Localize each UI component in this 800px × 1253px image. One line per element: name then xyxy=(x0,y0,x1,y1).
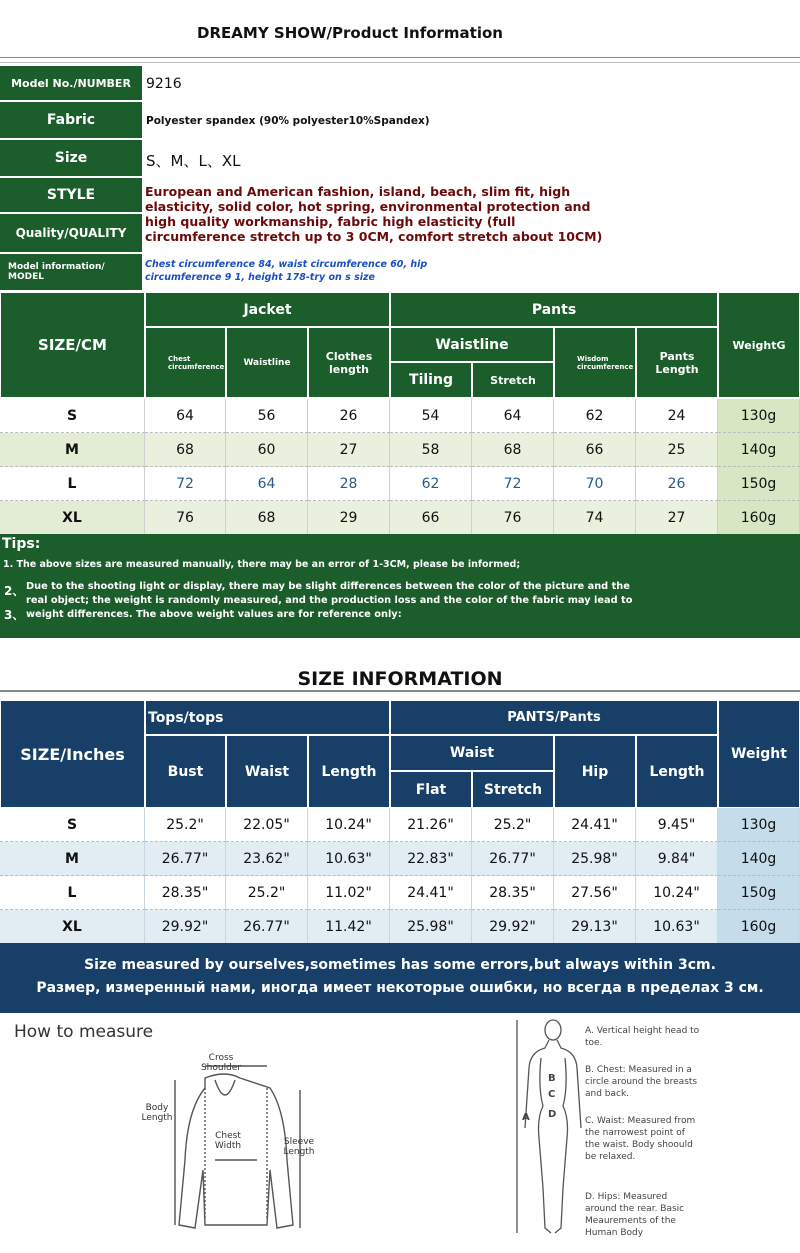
inch-size-cell: XL xyxy=(0,910,145,944)
wisdom-header: Wisdom circumference xyxy=(554,327,636,398)
stretch-header: Stretch xyxy=(472,362,554,398)
page-title: DREAMY SHOW/Product Information xyxy=(197,24,503,42)
inch-value-cell: 25.98" xyxy=(390,910,472,944)
divider xyxy=(0,57,800,58)
inch-value-cell: 25.2" xyxy=(226,876,308,910)
cm-value-cell: 66 xyxy=(554,433,636,467)
fabric-value: Polyester spandex (90% polyester10%Spandex) xyxy=(146,115,430,127)
tips-line2: Due to the shooting light or display, there may be slight differences between the color of the picture and the real object; the weight is randomly measured, and the production loss and the color of the fabric may lead to weight differences. The above weight values are for reference only: xyxy=(26,581,633,620)
cm-value-cell: 76 xyxy=(145,501,226,535)
inch-value-cell: 22.05" xyxy=(226,808,308,842)
clothes-length-header: Clothes length xyxy=(308,327,390,398)
size-label: Size xyxy=(0,140,142,178)
cm-value-cell: 76 xyxy=(472,501,554,535)
cm-size-cell: XL xyxy=(0,501,145,535)
cm-size-header: SIZE/CM xyxy=(0,292,145,398)
cm-value-cell: 54 xyxy=(390,399,472,433)
cm-value-cell: 27 xyxy=(636,501,718,535)
chest-width-label: Chest Width xyxy=(214,1131,242,1151)
inch-value-cell: 25.98" xyxy=(554,842,636,876)
inch-value-cell: 29.13" xyxy=(554,910,636,944)
cm-value-cell: 72 xyxy=(472,467,554,501)
tips-line1: 1. The above sizes are measured manually, there may be an error of 1-3CM, please be informed; xyxy=(3,559,521,570)
inch-value-cell: 9.45" xyxy=(636,808,718,842)
figure-letter-b: B xyxy=(548,1073,556,1084)
measure-d-text: D. Hips: Measured around the rear. Basic Meaurements of the Human Body xyxy=(585,1192,685,1238)
length-header: Length xyxy=(308,735,390,808)
inch-value-cell: 29.92" xyxy=(472,910,554,944)
cm-value-cell: 150g xyxy=(718,467,800,501)
inch-value-cell: 140g xyxy=(718,842,800,876)
cm-value-cell: 24 xyxy=(636,399,718,433)
cm-value-cell: 25 xyxy=(636,433,718,467)
inch-value-cell: 23.62" xyxy=(226,842,308,876)
cm-size-cell: S xyxy=(0,399,145,433)
figure-letter-c: C xyxy=(548,1089,556,1100)
inch-size-cell: M xyxy=(0,842,145,876)
measure-a-text: A. Vertical height head to toe. xyxy=(585,1026,700,1048)
cm-value-cell: 29 xyxy=(308,501,390,535)
sleeve-length-label: Sleeve Length xyxy=(283,1137,315,1157)
model-info-text: Chest circumference 84, waist circumference 60, hip circumference 9 1, height 178-try on s size xyxy=(145,259,428,283)
style-label: STYLE xyxy=(0,178,142,214)
flat-header: Flat xyxy=(390,771,472,808)
cm-value-cell: 56 xyxy=(226,399,308,433)
waistline-small-header: Waistline xyxy=(226,327,308,398)
figure-letter-d: D xyxy=(548,1109,557,1120)
cross-shoulder-label: Cross Shoulder xyxy=(200,1053,242,1073)
cm-value-cell: 130g xyxy=(718,399,800,433)
cm-value-cell: 68 xyxy=(472,433,554,467)
inch-size-cell: L xyxy=(0,876,145,910)
cm-value-cell: 66 xyxy=(390,501,472,535)
tiling-header: Tiling xyxy=(390,362,472,398)
weight-header: WeightG xyxy=(718,292,800,398)
pants-length-inch-header: Length xyxy=(636,735,718,808)
jacket-header: Jacket xyxy=(145,292,390,327)
inch-value-cell: 10.24" xyxy=(636,876,718,910)
waist-header: Waist xyxy=(226,735,308,808)
quality-label: Quality/QUALITY xyxy=(0,214,142,254)
how-to-measure-title: How to measure xyxy=(14,1022,154,1042)
weight-inch-header: Weight xyxy=(718,700,800,808)
pants-header: Pants xyxy=(390,292,718,327)
cm-value-cell: 26 xyxy=(636,467,718,501)
fabric-label: Fabric xyxy=(0,102,142,140)
cm-value-cell: 28 xyxy=(308,467,390,501)
inch-value-cell: 22.83" xyxy=(390,842,472,876)
inch-value-cell: 10.63" xyxy=(636,910,718,944)
inch-value-cell: 24.41" xyxy=(554,808,636,842)
inch-value-cell: 25.2" xyxy=(472,808,554,842)
inch-value-cell: 10.63" xyxy=(308,842,390,876)
inch-value-cell: 26.77" xyxy=(145,842,226,876)
cm-value-cell: 64 xyxy=(226,467,308,501)
inch-value-cell: 9.84" xyxy=(636,842,718,876)
model-label: Model No./NUMBER xyxy=(0,66,142,102)
style-quality-text: European and American fashion, island, beach, slim fit, high elasticity, solid color, hot spring, environmental protection and high quality workmanship, fabric high elasticity (full circumference stretch up to 3 0CM, comfort stretch about 10CM) xyxy=(145,184,603,244)
inch-value-cell: 28.35" xyxy=(472,876,554,910)
inch-value-cell: 29.92" xyxy=(145,910,226,944)
inch-value-cell: 26.77" xyxy=(472,842,554,876)
inch-value-cell: 130g xyxy=(718,808,800,842)
pants-inch-header: PANTS/Pants xyxy=(390,700,718,735)
cm-value-cell: 64 xyxy=(145,399,226,433)
inch-value-cell: 10.24" xyxy=(308,808,390,842)
cm-value-cell: 68 xyxy=(226,501,308,535)
hip-header: Hip xyxy=(554,735,636,808)
inch-value-cell: 24.41" xyxy=(390,876,472,910)
cm-value-cell: 64 xyxy=(472,399,554,433)
size-value: S、M、L、XL xyxy=(146,152,241,170)
waistline-header: Waistline xyxy=(390,327,554,362)
body-figure xyxy=(505,1018,590,1248)
tips-num2: 2、 xyxy=(4,584,25,598)
divider xyxy=(0,690,800,692)
cm-value-cell: 74 xyxy=(554,501,636,535)
cm-value-cell: 27 xyxy=(308,433,390,467)
cm-value-cell: 140g xyxy=(718,433,800,467)
tips-num3: 3、 xyxy=(4,608,25,622)
measure-note xyxy=(0,943,800,1013)
pants-length-header: Pants Length xyxy=(636,327,718,398)
tips-panel xyxy=(0,534,800,638)
note-english: Size measured by ourselves,sometimes has some errors,but always within 3cm. xyxy=(84,957,716,973)
inch-value-cell: 11.42" xyxy=(308,910,390,944)
inch-size-cell: S xyxy=(0,808,145,842)
cm-value-cell: 60 xyxy=(226,433,308,467)
measure-c-text: C. Waist: Measured from the narrowest point of the waist. Body shoould be relaxed. xyxy=(585,1116,696,1162)
inch-value-cell: 28.35" xyxy=(145,876,226,910)
pants-waist-header: Waist xyxy=(390,735,554,771)
inch-value-cell: 27.56" xyxy=(554,876,636,910)
model-value: 9216 xyxy=(146,76,182,92)
note-russian: Размер, измеренный нами, иногда имеет некоторые ошибки, но всегда в пределах 3 см. xyxy=(36,980,764,996)
size-information-title: SIZE INFORMATION xyxy=(297,668,503,690)
cm-size-cell: M xyxy=(0,433,145,467)
inch-size-header: SIZE/Inches xyxy=(0,700,145,808)
inch-value-cell: 150g xyxy=(718,876,800,910)
inch-value-cell: 26.77" xyxy=(226,910,308,944)
cm-value-cell: 62 xyxy=(390,467,472,501)
inch-value-cell: 11.02" xyxy=(308,876,390,910)
bust-header: Bust xyxy=(145,735,226,808)
cm-size-cell: L xyxy=(0,467,145,501)
cm-value-cell: 68 xyxy=(145,433,226,467)
cm-value-cell: 72 xyxy=(145,467,226,501)
tops-header: Tops/tops xyxy=(145,700,390,735)
cm-value-cell: 58 xyxy=(390,433,472,467)
cm-value-cell: 62 xyxy=(554,399,636,433)
figure-letter-a: A xyxy=(522,1112,530,1123)
tips-title: Tips: xyxy=(2,536,41,552)
chest-header: Chest circumference xyxy=(145,327,226,398)
cm-value-cell: 160g xyxy=(718,501,800,535)
inch-value-cell: 21.26" xyxy=(390,808,472,842)
inch-value-cell: 25.2" xyxy=(145,808,226,842)
cm-value-cell: 70 xyxy=(554,467,636,501)
inch-value-cell: 160g xyxy=(718,910,800,944)
stretch-inch-header: Stretch xyxy=(472,771,554,808)
body-length-label: Body Length xyxy=(141,1103,173,1123)
measure-b-text: B. Chest: Measured in a circle around the breasts and back. xyxy=(585,1065,698,1099)
cm-value-cell: 26 xyxy=(308,399,390,433)
divider xyxy=(0,62,800,63)
model-info-label: Model information/ MODEL xyxy=(0,254,142,292)
